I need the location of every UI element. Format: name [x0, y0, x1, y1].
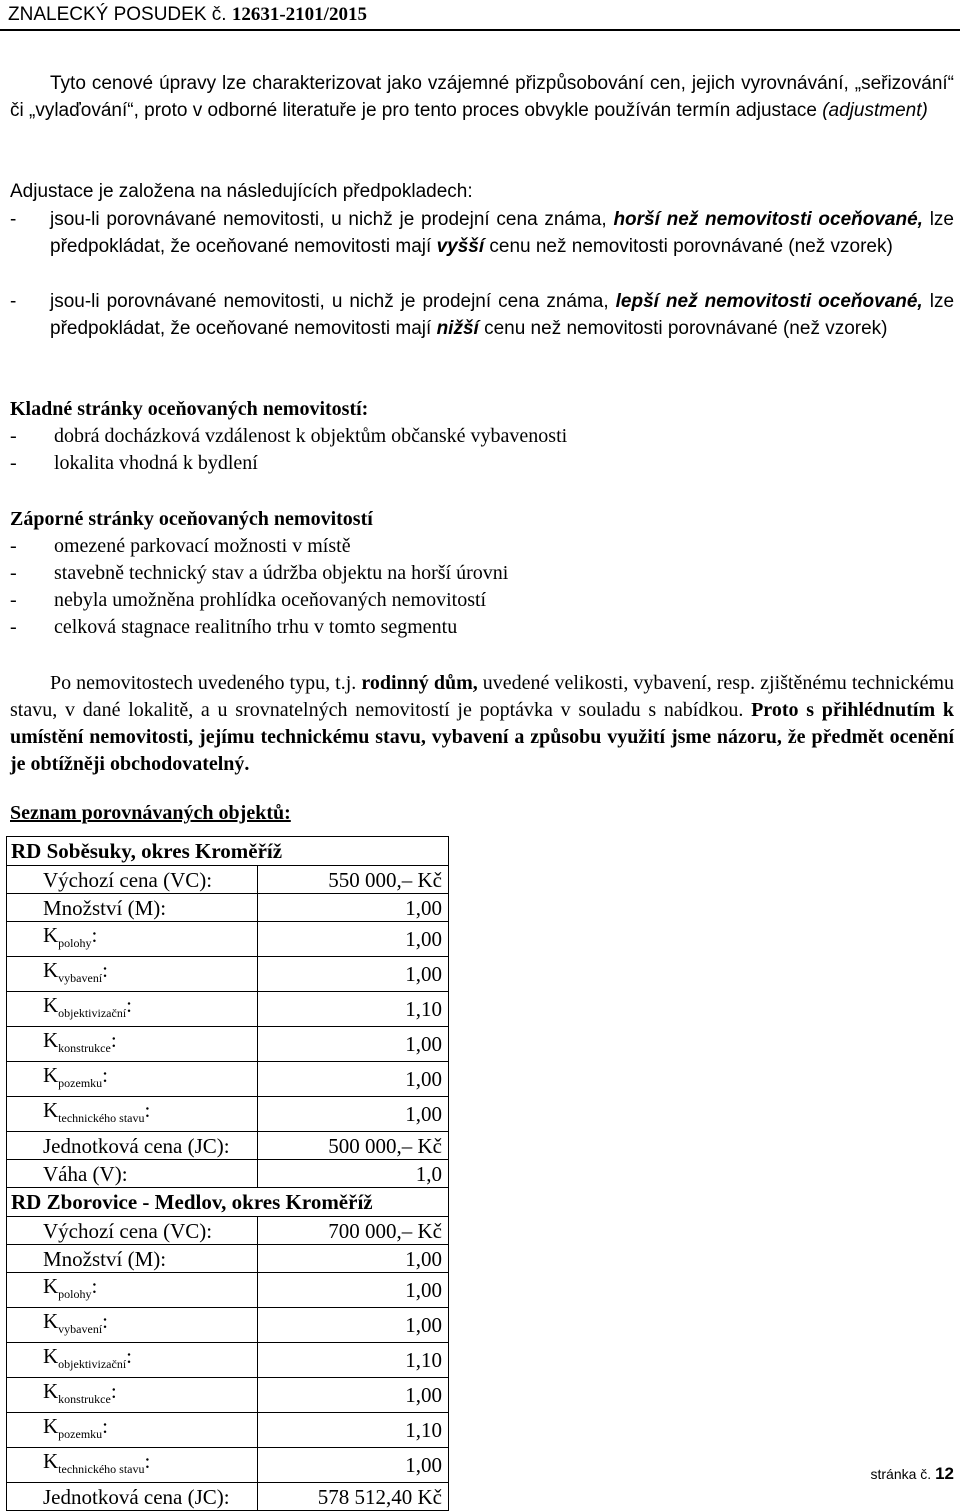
row-value: 700 000,– Kč [258, 1217, 449, 1245]
page-footer: stránka č. 12 [870, 1464, 954, 1483]
object-row [7, 894, 449, 922]
conclusion-paragraph: Po nemovitostech uvedeného typu, t.j. rodinný dům, uvedené velikosti, vybavení, resp. zjištěnému technickému stavu, v dané lokalitě, a u srovnatelných nemovitostí je poptávka v souladu s nabídkou. Proto s přihlédnutím k umístění nemovitosti, jejímu technickému stavu, vybavení a způsobu využití jsme názoru, že předmět ocenění je obtížněji obchodovatelný. [10, 672, 955, 775]
row-label: $K_{pozemku}$: [7, 1413, 258, 1448]
row-value: 1,00 [258, 1378, 449, 1413]
object-header-row [7, 837, 449, 866]
negative-item: - nebyla umožněna prohlídka oceňovaných nemovitostí [10, 589, 487, 611]
row-label: $K_{konstrukce}$: [7, 1378, 258, 1413]
assumption-worse: - jsou-li porovnávané nemovitosti, u nichž je prodejní cena známa, horší než nemovitosti oceňované, lze předpokládat, že oceňované nemovitosti mají vyšší cenu než nemovitosti porovnávané (než vzorek) [10, 209, 954, 257]
row-value: 1,00 [258, 1062, 449, 1097]
objects-list-title: Seznam porovnávaných objektů: [10, 802, 291, 824]
intro-italic: (adjustment) [822, 100, 928, 121]
row-value: 1,00 [258, 1448, 449, 1483]
row-label: Množství (M): [7, 1245, 258, 1273]
object-row [7, 1273, 449, 1308]
intro-text: Tyto cenové úpravy lze charakterizovat jako vzájemné přizpůsobování cen, jejich vyrovnávání, „seřizování“ či „vylaďování“, proto v odborné literatuře je pro tento proces obvykle používán termín adjustace [10, 73, 954, 121]
row-value: 1,10 [258, 992, 449, 1027]
row-value: 1,10 [258, 1413, 449, 1448]
row-label: Výchozí cena (VC): [7, 1217, 258, 1245]
row-label: Množství (M): [7, 894, 258, 922]
report-number: 12631-2101/2015 [231, 4, 367, 25]
object-row [7, 1097, 449, 1132]
assumptions-intro: Adjustace je založena na následujících předpokladech: [10, 181, 473, 202]
row-value: 550 000,– Kč [258, 866, 449, 894]
row-value: 1,00 [258, 957, 449, 992]
object-row [7, 1062, 449, 1097]
row-label: Výchozí cena (VC): [7, 866, 258, 894]
object-row [7, 992, 449, 1027]
report-title: ZNALECKÝ POSUDEK č. [8, 4, 227, 25]
row-label: Jednotková cena (JC): [7, 1483, 258, 1511]
comparison-table [6, 836, 449, 1511]
row-label: $K_{objektivizační}$: [7, 1343, 258, 1378]
object-row [7, 1217, 449, 1245]
row-label: $K_{technického stavu}$: [7, 1097, 258, 1132]
assumption-better: - jsou-li porovnávané nemovitosti, u nichž je prodejní cena známa, lepší než nemovitosti oceňované, lze předpokládat, že oceňované nemovitosti mají nižší cenu než nemovitosti porovnávané (než vzorek) [10, 291, 955, 339]
negatives-heading: Záporné stránky oceňovaných nemovitostí [10, 508, 373, 530]
object-row [7, 1343, 449, 1378]
row-label: $K_{polohy}$: [7, 1273, 258, 1308]
object-row [7, 1378, 449, 1413]
row-value: 1,00 [258, 894, 449, 922]
row-label: $K_{pozemku}$: [7, 1062, 258, 1097]
row-value: 1,00 [258, 922, 449, 957]
object-row [7, 1160, 449, 1188]
object-row [7, 1483, 449, 1511]
negative-item: - stavebně technický stav a údržba objektu na horší úrovni [10, 562, 509, 584]
row-value: 1,00 [258, 1027, 449, 1062]
row-value: 500 000,– Kč [258, 1132, 449, 1160]
object-header-row [7, 1188, 449, 1217]
intro-paragraph [10, 70, 954, 124]
object-row [7, 866, 449, 894]
page-header [8, 4, 367, 26]
row-label: Váha (V): [7, 1160, 258, 1188]
object-row [7, 1308, 449, 1343]
row-value: 1,00 [258, 1245, 449, 1273]
row-label: $K_{objektivizační}$: [7, 992, 258, 1027]
row-label: Jednotková cena (JC): [7, 1132, 258, 1160]
row-label: $K_{vybavení}$: [7, 1308, 258, 1343]
row-value: 1,00 [258, 1273, 449, 1308]
row-label: $K_{technického stavu}$: [7, 1448, 258, 1483]
object-row [7, 922, 449, 957]
positives-heading: Kladné stránky oceňovaných nemovitostí: [10, 398, 369, 420]
row-value: 1,00 [258, 1308, 449, 1343]
page-number: 12 [935, 1464, 954, 1483]
row-value: 578 512,40 Kč [258, 1483, 449, 1511]
object-row [7, 1132, 449, 1160]
row-value: 1,00 [258, 1097, 449, 1132]
object-row [7, 1413, 449, 1448]
row-label: $K_{polohy}$: [7, 922, 258, 957]
object-name: RD Zborovice - Medlov, okres Kroměříž [7, 1188, 449, 1217]
row-value: 1,0 [258, 1160, 449, 1188]
row-label: $K_{vybavení}$: [7, 957, 258, 992]
row-label: $K_{konstrukce}$: [7, 1027, 258, 1062]
object-name: RD Soběsuky, okres Kroměříž [7, 837, 449, 866]
object-row [7, 1448, 449, 1483]
header-divider [0, 29, 960, 31]
object-row [7, 1027, 449, 1062]
positive-item: - dobrá docházková vzdálenost k objektům občanské vybavenosti [10, 425, 568, 447]
negative-item: - celková stagnace realitního trhu v tomto segmentu [10, 616, 458, 638]
negative-item: - omezené parkovací možnosti v místě [10, 535, 351, 557]
object-row [7, 1245, 449, 1273]
positive-item: - lokalita vhodná k bydlení [10, 452, 258, 474]
row-value: 1,10 [258, 1343, 449, 1378]
object-row [7, 957, 449, 992]
